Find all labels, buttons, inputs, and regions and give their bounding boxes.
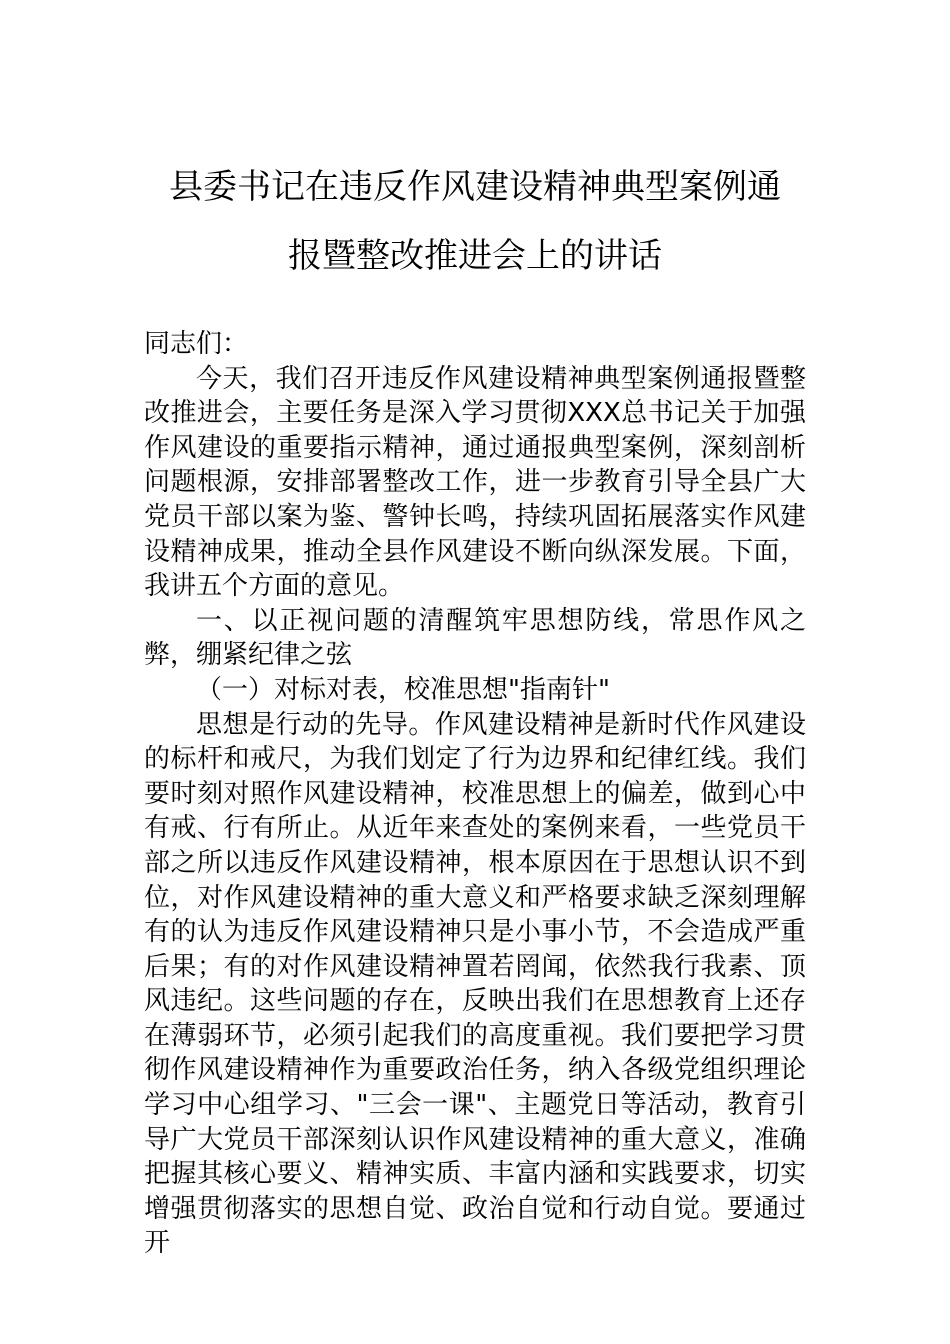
document-body [144, 327, 806, 1261]
document-title-line-1: 县委书记在违反作风建设精神典型案例通 [169, 167, 781, 207]
paragraph-intro: 今天，我们召开违反作风建设精神典型案例通报暨整改推进会，主要任务是深入学习贯彻XXX总书记关于加强作风建设的重要指示精神，通过通报典型案例，深刻剖析问题根源，安排部署整改工作，进一步教育引导全县广大党员干部以案为鉴、警钟长鸣，持续巩固拓展落实作风建设精神成果，推动全县作风建设不断向纵深发展。下面，我讲五个方面的意见。 [144, 363, 806, 602]
salutation: 同志们： [144, 329, 249, 359]
document-title-line-2: 报暨整改推进会上的讲话 [288, 236, 662, 276]
subsection-heading-1: （一）对标对表，校准思想"指南针" [196, 674, 610, 705]
section-heading-1: 一、以正视问题的清醒筑牢思想防线，常思作风之弊，绷紧纪律之弦 [144, 605, 806, 671]
paragraph-body-1: 思想是行动的先导。作风建设精神是新时代作风建设的标杆和戒尺，为我们划定了行为边界和纪律红线。我们要时刻对照作风建设精神，校准思想上的偏差，做到心中有戒、行有所止。从近年来查处的案例来看，一些党员干部之所以违反作风建设精神，根本原因在于思想认识不到位，对作风建设精神的重大意义和严格要求缺乏深刻理解有的认为违反作风建设精神只是小事小节，不会造成严重后果；有的对作风建设精神置若罔闻，依然我行我素、顶风违纪。这些问题的存在，反映出我们在思想教育上还存在薄弱环节，必须引起我们的高度重视。我们要把学习贯彻作风建设精神作为重要政治任务，纳入各级党组织理论学习中心组学习、"三会一课"、主题党日等活动，教育引导广大党员干部深刻认识作风建设精神的重大意义，准确把握其核心要义、精神实质、丰富内涵和实践要求，切实增强贯彻落实的思想自觉、政治自觉和行动自觉。要通过开 [144, 709, 806, 1259]
